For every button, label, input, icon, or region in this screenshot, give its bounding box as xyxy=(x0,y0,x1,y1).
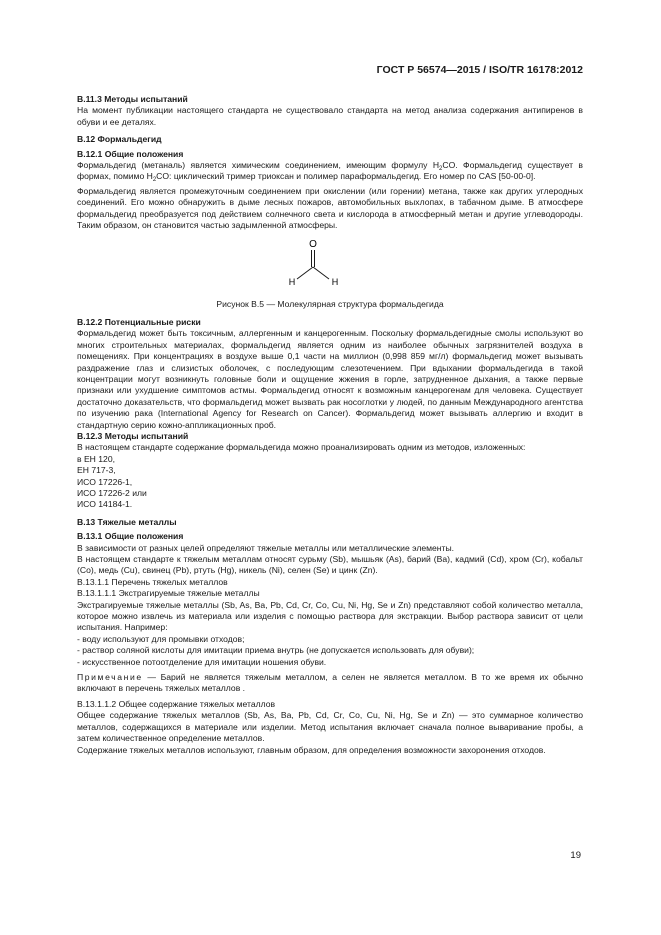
list-item: - воду используют для промывки отходов; xyxy=(77,633,245,644)
list-item: в ЕН 120, xyxy=(77,453,116,464)
text-run: CO. Формальдегид существует в формах, помимо H xyxy=(77,160,583,182)
subscript: 2 xyxy=(152,177,157,184)
paragraph-formula xyxy=(77,160,583,183)
figure-caption: Рисунок В.5 — Молекулярная структура формальдегида xyxy=(216,299,444,310)
paragraph: Формальдегид является промежуточным соединением при окислении (или горении) метана, также как других углеродных соединений. Его можно обнаружить в дыме лесных пожаров, автомобильных выхлопах, в табачном дыме. В атмосфере формальдегид преобразуется под действием солнечного света и кислорода в атмосферный метан и другие углеводороды. Таким образом, он становится частью задымленной атмосферы. xyxy=(77,185,583,231)
list-item: ИСО 14184-1. xyxy=(77,499,133,510)
paragraph: Содержание тяжелых металлов используют, главным образом, для определения возможности захоронения отходов. xyxy=(77,744,546,755)
paragraph: В настоящем стандарте к тяжелым металлам относят сурьму (Sb), мышьяк (As), барий (Ba), кадмий (Cd), хром (Cr), кобальт (Co), медь (Cu), свинец (Pb), ртуть (Hg), никель (Ni), селен (Se) и цинк (Zn). xyxy=(77,554,583,576)
section-heading-b12: В.12 Формальдегид xyxy=(77,134,162,145)
section-heading-b13: В.13 Тяжелые металлы xyxy=(77,516,177,527)
section-heading-b12-2: В.12.2 Потенциальные риски xyxy=(77,316,201,327)
atom-c-label: C xyxy=(310,269,316,279)
section-heading-b12-1: В.12.1 Общие положения xyxy=(77,148,184,159)
section-heading-b12-3: В.12.3 Методы испытаний xyxy=(77,430,189,441)
paragraph: Общее содержание тяжелых металлов (Sb, As, Ba, Pb, Cd, Cr, Co, Cu, Ni, Hg, Se и Zn) — это суммарное количество металлов, содержащихся в материале или изделии. Метод испытания включает сначала полное вываривание пробы, а затем количественное определение металлов. xyxy=(77,710,583,744)
paragraph: Формальдегид может быть токсичным, аллергенным и канцерогенным. Поскольку формальдегидные смолы используют во многих строительных материалах, формальдегид является одним из наиболее обычных загрязнителей воздуха в помещениях. При концентрациях в воздухе выше 0,1 части на миллион (0,998 859 мг/л) формальдегид может вызывать раздражение глаз и слизистых оболочек, с последующим слезотечением. При вдыхании формальдегида в такой концентрации могут возникнуть головные боли и ощущение жжения в горле, затрудненное дыхания, а также первые признаки или ухудшение симптомов астмы. Формальдегид относят к возможным канцерогенам для человека. Существует достаточно доказательств, что формальдегид может вызвать рак носоглотки у людей, по данным Международного агентства по изучению рака (International Agency for Research on Cancer). Формальдегид может вызывать аллергию и входит в стандартную серию кожно-аппликационных проб. xyxy=(77,328,583,430)
atom-h-label: H xyxy=(288,277,296,288)
page-number: 19 xyxy=(570,850,581,861)
text-run: Формальдегид (метаналь) является химическим соединением, имеющим формулу H xyxy=(77,160,440,171)
paragraph: В.13.1.1.2 Общее содержание тяжелых металлов xyxy=(77,698,276,709)
atom-o-label: O xyxy=(309,239,317,251)
list-item: - искусственное потоотделение для имитации ношения обуви. xyxy=(77,656,327,667)
paragraph: На момент публикации настоящего стандарта не существовало стандарта на метод анализа содержания антипиренов в обуви и ее деталях. xyxy=(77,105,583,127)
atom-h-label: H xyxy=(331,277,339,288)
note-label: Примечание xyxy=(77,672,143,683)
paragraph: В зависимости от разных целей определяют тяжелые металлы или металлические элементы. xyxy=(77,542,455,553)
paragraph: Экстрагируемые тяжелые металлы (Sb, As, Ba, Pb, Cd, Cr, Co, Cu, Ni, Hg, Se и Zn) представляют собой количество металла, которое можно извлечь из материала или изделия с помощью раствора для экстракции. Выбор раствора зависит от цели испытания. Например: xyxy=(77,599,583,633)
document-body xyxy=(77,94,583,756)
paragraph: В.13.1.1.1 Экстрагируемые тяжелые металлы xyxy=(77,588,260,599)
note-text: — Барий не является тяжелым металлом, а селен не является металлом. В то же время их обычно включают в перечень тяжелых металлов . xyxy=(77,672,583,694)
document-header: ГОСТ Р 56574—2015 / ISO/TR 16178:2012 xyxy=(376,64,583,76)
list-item: - раствор соляной кислоты для имитации приема внутрь (не допускается использовать для обуви); xyxy=(77,645,475,656)
formaldehyde-structure-figure xyxy=(77,231,583,295)
text-run: CO: циклический тример триоксан и полимер параформальдегид. Его номер по CAS [50-00-0]. xyxy=(156,171,536,182)
list-item: ИСО 17226-1, xyxy=(77,476,133,487)
subscript: 2 xyxy=(439,166,443,173)
section-heading-b11-3: В.11.3 Методы испытаний xyxy=(77,94,188,104)
note-paragraph xyxy=(77,672,583,695)
paragraph: В.13.1.1 Перечень тяжелых металлов xyxy=(77,576,228,587)
section-heading-b13-1: В.13.1 Общие положения xyxy=(77,531,184,542)
list-item: ИСО 17226-2 или xyxy=(77,487,147,498)
molecule-diagram xyxy=(77,231,583,295)
paragraph: В настоящем стандарте содержание формальдегида можно проанализировать одним из методов, изложенных: xyxy=(77,442,526,453)
list-item: ЕН 717-3, xyxy=(77,465,116,476)
